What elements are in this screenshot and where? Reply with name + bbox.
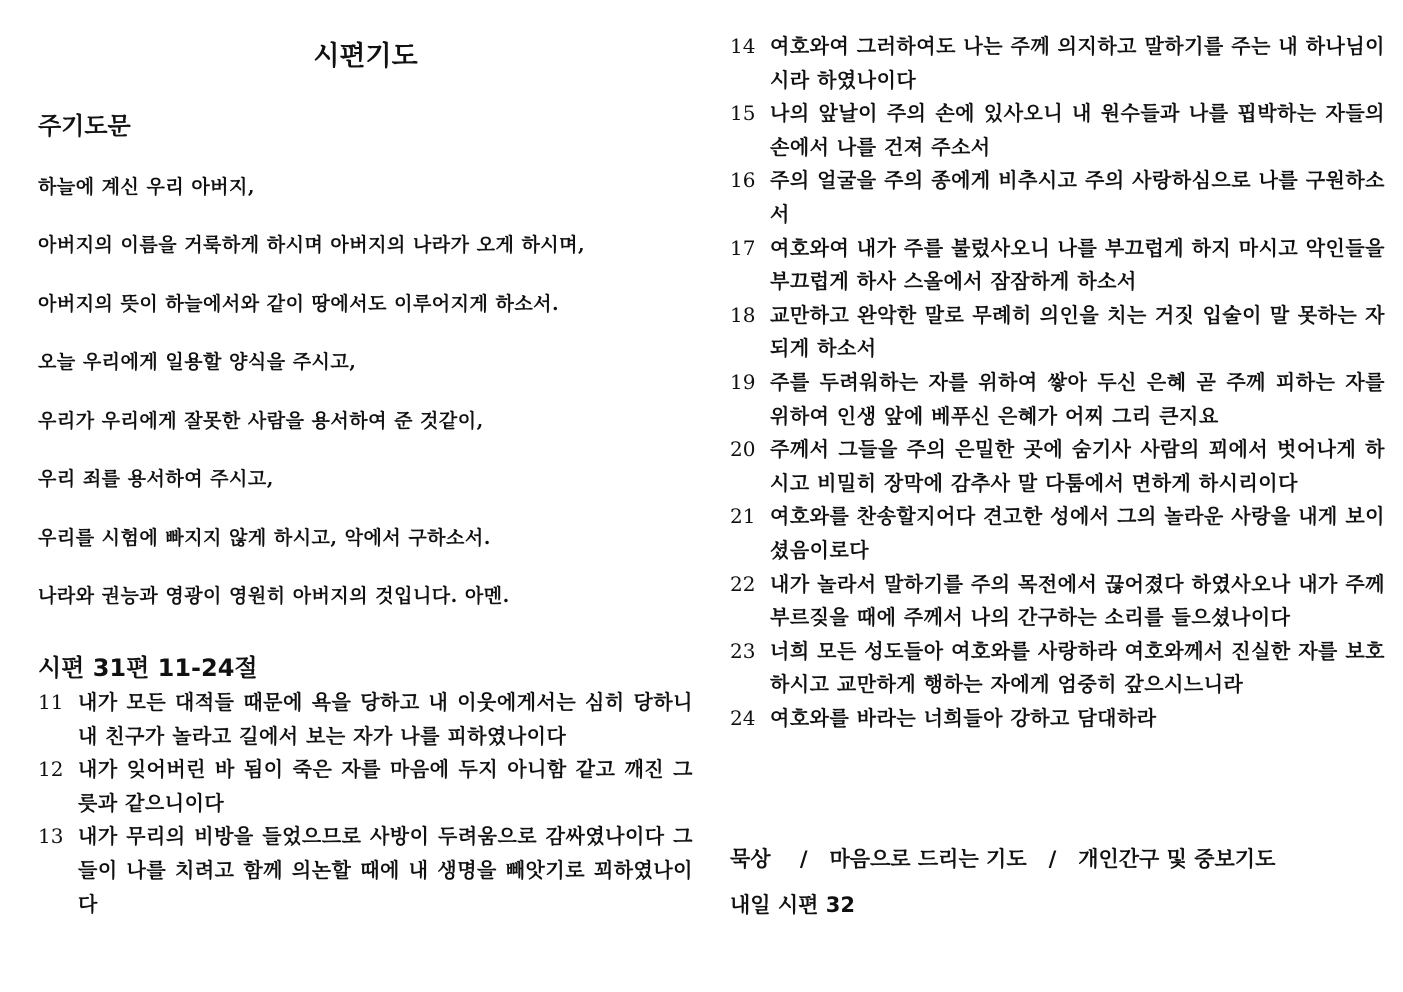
- verse: [38, 753, 693, 820]
- prayer-line: 우리를 시험에 빠지지 않게 하시고, 악에서 구하소서.: [38, 527, 491, 549]
- verse-number: 11: [38, 690, 64, 714]
- prayer-line: 우리가 우리에게 잘못한 사람을 용서하여 준 것같이,: [38, 410, 484, 432]
- verse-text: 너희 모든 성도들아 여호와를 사랑하라 여호와께서 진실한 자를 보호하시고 교만하게 행하는 자에게 엄중히 갚으시느니라: [770, 638, 1385, 697]
- verse-number: 13: [38, 824, 64, 849]
- footer-nav: [730, 843, 1275, 873]
- verse: [730, 299, 1385, 366]
- verse-text: 내가 무리의 비방을 들었으므로 사방이 두려움으로 감싸였나이다 그들이 나를 치려고 함께 의논할 때에 내 생명을 빼앗기로 꾀하였나이다: [78, 824, 693, 916]
- footer-separator: /: [1048, 847, 1057, 871]
- prayer-line: 아버지의 뜻이 하늘에서와 같이 땅에서도 이루어지게 하소서.: [38, 293, 560, 315]
- verse-list-right: [730, 30, 1385, 735]
- verse-list-left: [38, 686, 693, 921]
- verse-number: 22: [730, 571, 756, 596]
- verse: [730, 635, 1385, 702]
- page-title: 시편기도: [313, 41, 418, 72]
- prayer-line: 오늘 우리에게 일용할 양식을 주시고,: [38, 351, 357, 373]
- verse-number: 16: [730, 168, 756, 193]
- prayer-heading: 주기도문: [38, 112, 131, 140]
- verse-number: 20: [730, 437, 756, 462]
- verse-text: 나의 앞날이 주의 손에 있사오니 내 원수들과 나를 핍박하는 자들의 손에서 나를 건져 주소서: [770, 101, 1385, 159]
- verse-text: 여호와여 내가 주를 불렀사오니 나를 부끄럽게 하지 마시고 악인들을 부끄럽게 하사 스올에서 잠잠하게 하소서: [770, 235, 1385, 294]
- next-reading: 내일 시편 32: [730, 893, 855, 917]
- verse-text: 교만하고 완악한 말로 무례히 의인을 치는 거짓 입술이 말 못하는 자 되게 하소서: [770, 302, 1385, 361]
- verse: [730, 366, 1385, 433]
- verse-text: 여호와를 바라는 너희들아 강하고 담대하라: [770, 705, 1157, 730]
- footer-separator: /: [799, 847, 808, 871]
- verse-number: 12: [38, 757, 64, 782]
- verse-text: 주께서 그들을 주의 은밀한 곳에 숨기사 사람의 꾀에서 벗어나게 하시고 비밀히 장막에 감추사 말 다툼에서 면하게 하시리이다: [770, 437, 1385, 495]
- verse-number: 24: [730, 705, 756, 730]
- prayer-line: 우리 죄를 용서하여 주시고,: [38, 468, 274, 490]
- verse: [730, 568, 1385, 635]
- verse: [730, 164, 1385, 231]
- verse-number: 17: [730, 235, 756, 260]
- verse: [730, 500, 1385, 567]
- verse: [730, 30, 1385, 97]
- verse: [730, 97, 1385, 164]
- meditation-label: 묵상: [730, 847, 771, 871]
- verse-number: 21: [730, 504, 756, 529]
- psalm-heading: 시편 31편 11-24절: [38, 654, 258, 682]
- verse-number: 19: [730, 369, 756, 394]
- heart-prayer-label: 마음으로 드리는 기도: [829, 847, 1027, 871]
- prayer-line: 나라와 권능과 영광이 영원히 아버지의 것입니다. 아멘.: [38, 585, 510, 607]
- intercession-label: 개인간구 및 중보기도: [1078, 847, 1276, 871]
- verse-number: 18: [730, 302, 756, 327]
- prayer-line: 아버지의 이름을 거룩하게 하시며 아버지의 나라가 오게 하시며,: [38, 234, 586, 256]
- verse-text: 주의 얼굴을 주의 종에게 비추시고 주의 사랑하심으로 나를 구원하소서: [770, 168, 1385, 226]
- verse-number: 15: [730, 101, 756, 126]
- verse-text: 내가 놀라서 말하기를 주의 목전에서 끊어졌다 하였사오나 내가 주께 부르짖을 때에 주께서 나의 간구하는 소리를 들으셨나이다: [770, 571, 1385, 630]
- verse-text: 내가 모든 대적들 때문에 욕을 당하고 내 이웃에게서는 심히 당하니 내 친구가 놀라고 길에서 보는 자가 나를 피하였나이다: [78, 690, 693, 748]
- verse-text: 여호와여 그러하여도 나는 주께 의지하고 말하기를 주는 내 하나님이시라 하였나이다: [770, 34, 1385, 92]
- verse-number: 23: [730, 638, 756, 663]
- verse-text: 내가 잊어버린 바 됨이 죽은 자를 마음에 두지 아니함 같고 깨진 그릇과 같으니이다: [78, 757, 693, 815]
- verse: [38, 686, 693, 753]
- prayer-line: 하늘에 계신 우리 아버지,: [38, 176, 255, 198]
- verse-text: 여호와를 찬송할지어다 견고한 성에서 그의 놀라운 사랑을 내게 보이셨음이로다: [770, 504, 1385, 562]
- verse: [38, 820, 693, 921]
- verse-number: 14: [730, 34, 756, 58]
- verse: [730, 433, 1385, 500]
- verse: [730, 232, 1385, 299]
- verse-text: 주를 두려워하는 자를 위하여 쌓아 두신 은혜 곧 주께 피하는 자를 위하여 인생 앞에 베푸신 은혜가 어찌 그리 큰지요: [770, 369, 1385, 428]
- verse: [730, 702, 1385, 736]
